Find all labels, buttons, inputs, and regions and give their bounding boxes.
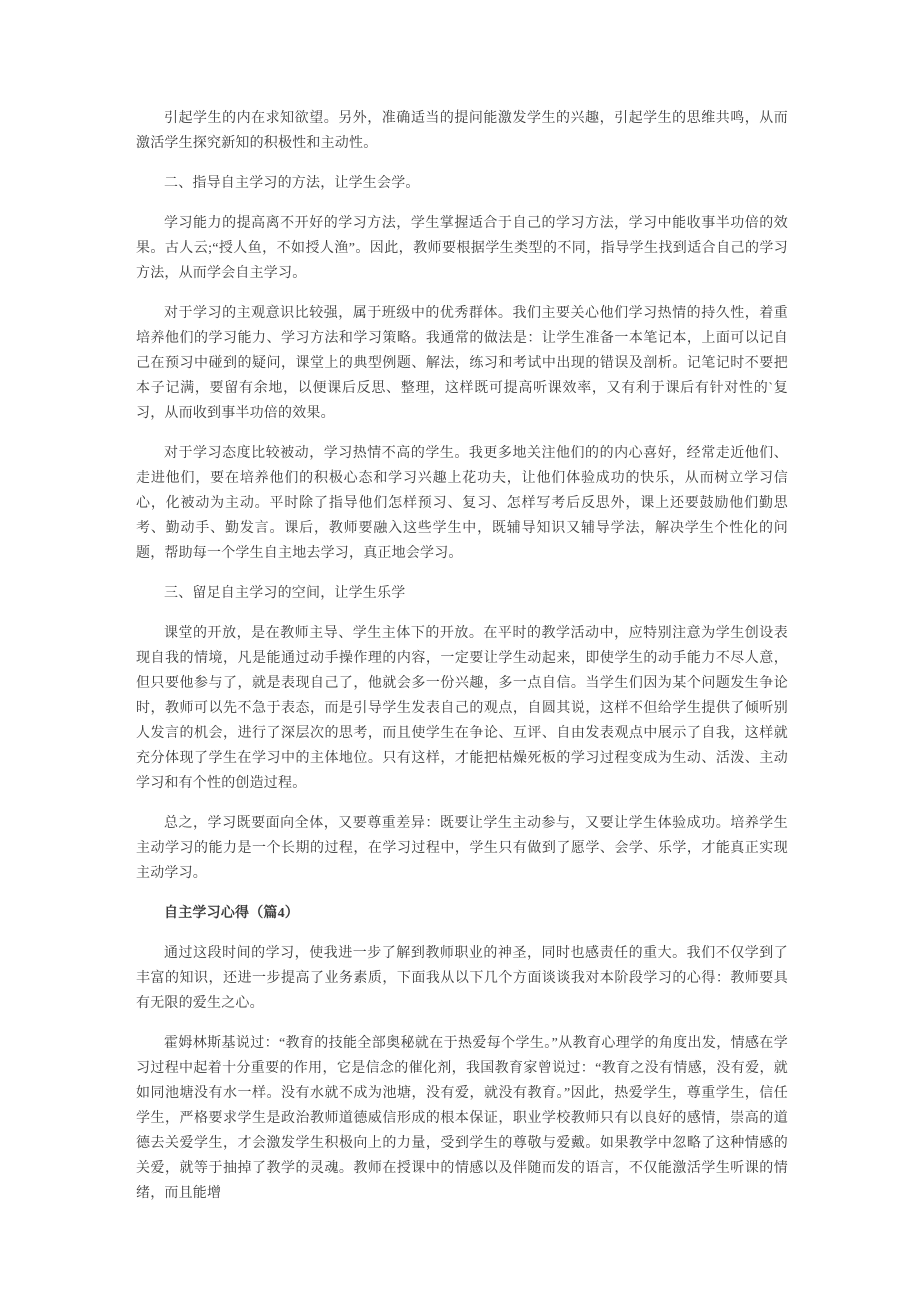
paragraph: 总之，学习既要面向全体，又要尊重差异：既要让学生主动参与，又要让学生体验成功。培养学生主动学习的能力是一个长期的过程，在学习过程中，学生只有做到了愿学、会学、乐学，才能真正实现主动学习。 <box>136 816 788 881</box>
paragraph: 学习能力的提高离不开好的学习方法，学生掌握适合于自己的学习方法，学习中能收事半功倍的效果。古人云;“授人鱼，不如授人渔”。因此，教师要根据学生类型的不同，指导学生找到适合自己的学习方法，从而学会自主学习。 <box>136 216 788 281</box>
essay-heading-part4: 自主学习心得（篇4） <box>164 906 299 921</box>
paragraph-continuation: 引起学生的内在求知欲望。另外，准确适当的提问能激发学生的兴趣，引起学生的思维共鸣，从而激活学生探究新知的积极性和主动性。 <box>136 111 788 151</box>
paragraph: 对于学习的主观意识比较强，属于班级中的优秀群体。我们主要关心他们学习热情的持久性，着重培养他们的学习能力、学习方法和学习策略。我通常的做法是：让学生准备一本笔记本，上面可以记自己在预习中碰到的疑问，课堂上的典型例题、解法，练习和考试中出现的错误及剖析。记笔记时不要把本子记满，要留有余地，以便课后反思、整理，这样既可提高听课效率，又有利于课后有针对性的`复习，从而收到事半功倍的效果。 <box>136 306 788 421</box>
paragraph: 对于学习态度比较被动，学习热情不高的学生。我更多地关注他们的的内心喜好，经常走近他们、走进他们，要在培养他们的积极心态和学习兴趣上花功夫，让他们体验成功的快乐，从而树立学习信心，化被动为主动。平时除了指导他们怎样预习、复习、怎样写考后反思外，课上还要鼓励他们勤思考、勤动手、勤发言。课后，教师要融入这些学生中，既辅导知识又辅导学法，解决学生个性化的问题，帮助每一个学生自主地去学习，真正地会学习。 <box>136 446 788 561</box>
paragraph: 霍姆林斯基说过：“教育的技能全部奥秘就在于热爱每个学生。”从教育心理学的角度出发，情感在学习过程中起着十分重要的作用，它是信念的催化剂，我国教育家曾说过：“教育之没有情感，没有爱，就如同池塘没有水一样。没有水就不成为池塘，没有爱，就没有教育。”因此，热爱学生，尊重学生，信任学生，严格要求学生是政治教师道德威信形成的根本保证，职业学校教师只有以良好的感情，崇高的道德去关爱学生，才会激发学生积极向上的力量，受到学生的尊敬与爱戴。如果教学中忽略了这种情感的关爱，就等于抽掉了教学的灵魂。教师在授课中的情感以及伴随而发的语言，不仅能激活学生听课的情绪，而且能增 <box>136 1036 788 1201</box>
paragraph: 课堂的开放，是在教师主导、学生主体下的开放。在平时的教学活动中，应特别注意为学生创设表现自我的情境，凡是能通过动手操作理的内容，一定要让学生动起来，即使学生的动手能力不尽人意，但只要他参与了，就是表现自己了，他就会多一份兴趣，多一点自信。当学生们因为某个问题发生争论时，教师可以先不急于表态，而是引导学生发表自己的观点，自圆其说，这样不但给学生提供了倾听别人发言的机会，进行了深层次的思考，而且使学生在争论、互评、自由发表观点中展示了自我，这样就充分体现了学生在学习中的主体地位。只有这样，才能把枯燥死板的学习过程变成为生动、活泼、主动学习和有个性的创造过程。 <box>136 626 788 791</box>
section-heading-3: 三、留足自主学习的空间，让学生乐学 <box>164 586 406 601</box>
section-heading-2: 二、指导自主学习的方法，让学生会学。 <box>164 176 420 191</box>
paragraph: 通过这段时间的学习，使我进一步了解到教师职业的神圣，同时也感责任的重大。我们不仅学到了丰富的知识，还进一步提高了业务素质，下面我从以下几个方面谈谈我对本阶段学习的心得：教师要具有无限的爱生之心。 <box>136 946 788 1011</box>
